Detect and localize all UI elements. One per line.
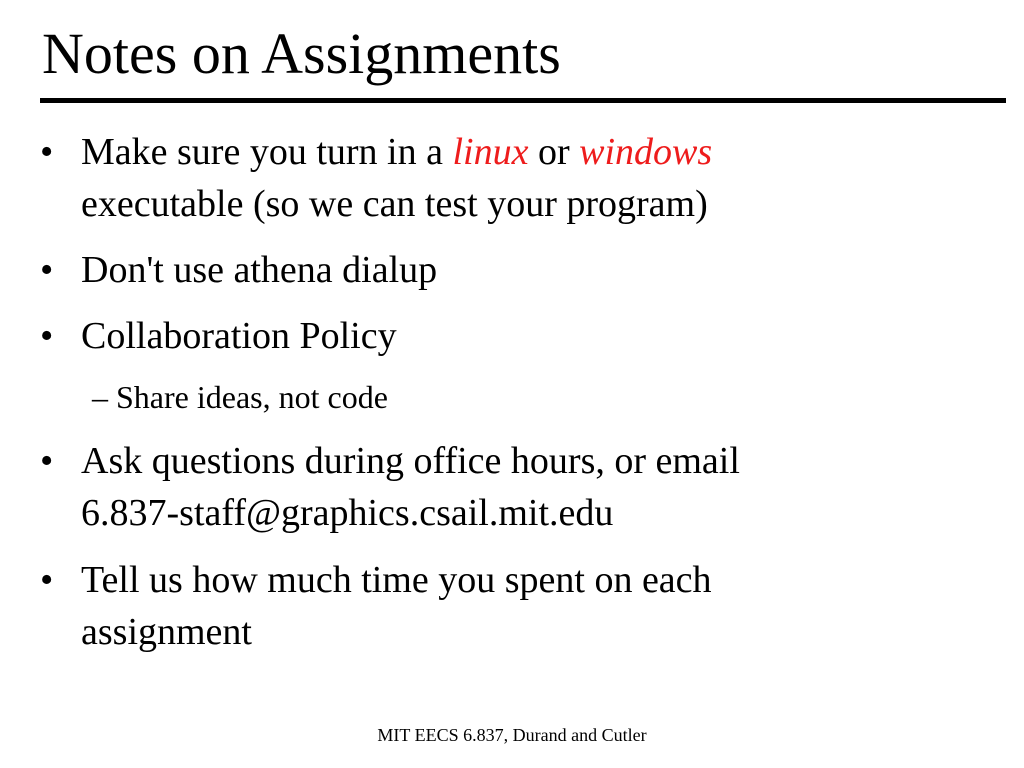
emphasis-linux: linux [452, 131, 529, 173]
bullet-item-dialup [40, 244, 1000, 296]
bullet-marker: • [40, 249, 54, 291]
bullet-marker: • [40, 315, 54, 357]
bullet-item-collaboration [40, 310, 1000, 362]
slide-title: Notes on Assignments [42, 21, 561, 86]
bullet-marker: • [40, 131, 54, 173]
bullet-text [81, 435, 1000, 539]
bullet-text-line: Ask questions during office hours, or email [81, 440, 740, 482]
bullet-item-executable [40, 126, 1000, 230]
bullet-marker: • [40, 440, 54, 482]
sub-bullet-item-share-ideas [92, 377, 388, 417]
slide-footer: MIT EECS 6.837, Durand and Cutler [377, 725, 647, 745]
bullet-text: Collaboration Policy [81, 315, 397, 357]
bullet-marker: • [40, 559, 54, 601]
bullet-text-continuation: assignment [81, 611, 252, 653]
sub-bullet-marker: – [92, 379, 108, 415]
sub-bullet-text: Share ideas, not code [116, 379, 388, 415]
emphasis-windows: windows [579, 131, 713, 173]
bullet-text [81, 554, 1000, 658]
title-divider [40, 98, 1006, 103]
bullet-text-segment: or [528, 131, 580, 173]
bullet-text [81, 126, 1000, 230]
bullet-text-continuation: executable (so we can test your program) [81, 183, 708, 225]
bullet-text: Don't use athena dialup [81, 249, 438, 291]
staff-email: 6.837-staff@graphics.csail.mit.edu [81, 492, 614, 534]
bullet-item-time-spent [40, 554, 1000, 658]
bullet-text-line: Tell us how much time you spent on each [81, 559, 712, 601]
bullet-text-segment: Make sure you turn in a [81, 131, 453, 173]
bullet-item-questions [40, 435, 1000, 539]
